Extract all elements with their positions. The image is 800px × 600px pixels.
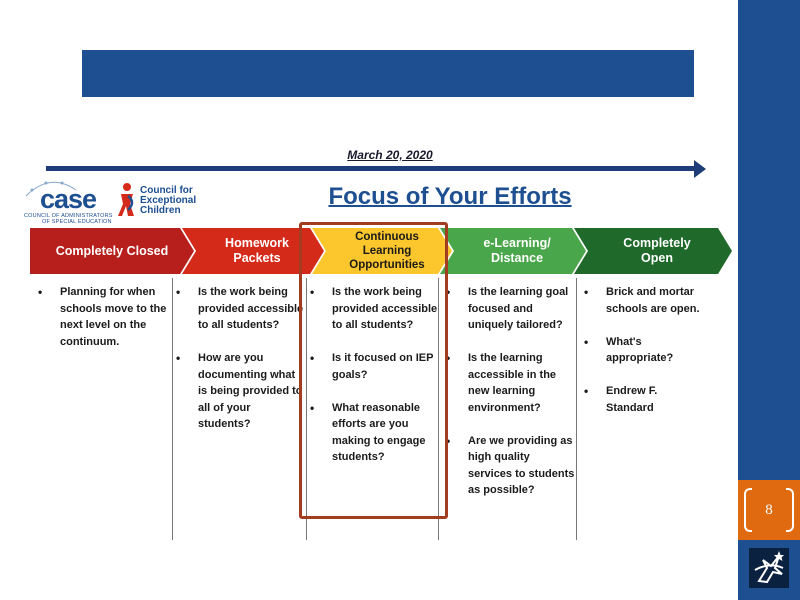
cec-figure-icon [116, 182, 138, 218]
list-item: • Planning for when schools move to the next level on the continuum. [34, 284, 174, 350]
list-item: • Brick and mortar schools are open. [580, 284, 700, 317]
timeline-arrow-head [694, 160, 706, 178]
list-item: • What's appropriate? [580, 334, 700, 367]
list-item: • Is the work being provided accessible to all students? [306, 284, 438, 334]
page-number-box [738, 480, 800, 540]
column-e-learning [442, 284, 576, 499]
cec-text: Council for Exceptional Children [140, 185, 197, 216]
list-item: • Is the learning goal focused and uniquely tailored? [442, 284, 576, 334]
page-number: 8 [765, 501, 773, 518]
list-item: • What reasonable efforts are you making to engage students? [306, 400, 438, 466]
stage-completely-open [584, 228, 730, 274]
stage-label: e-Learning/ Distance [483, 236, 551, 265]
list-item: • Is the learning accessible in the new learning environment? [442, 350, 576, 416]
school-logo [749, 548, 789, 588]
stage-label: Homework Packets [225, 236, 289, 265]
slide-sidebar [738, 0, 800, 600]
stage-continuous-learning [324, 228, 450, 274]
case-subtitle-line1: COUNCIL OF ADMINISTRATORS [24, 213, 113, 219]
case-wordmark: case [40, 184, 97, 214]
stage-label: Continuous Learning Opportunities [349, 231, 425, 271]
stage-completely-closed [30, 228, 194, 274]
stage-chevrons [30, 228, 732, 274]
star-figure-icon [749, 548, 789, 588]
focus-heading: Focus of Your Efforts [328, 183, 572, 210]
list-item: • How are you documenting what is being provided to all of your students? [172, 350, 306, 433]
stage-label: Completely Closed [55, 243, 169, 258]
stage-label: Completely Open [623, 236, 691, 265]
list-item: • Is the work being provided accessible to all students? [172, 284, 306, 334]
column-divider [576, 278, 577, 540]
timeline-arrow [46, 166, 696, 171]
right-bracket [786, 488, 794, 532]
case-cec-logo [22, 178, 202, 228]
column-completely-closed [34, 284, 174, 350]
column-completely-open [580, 284, 700, 416]
column-homework-packets [172, 284, 306, 433]
list-item: • Is it focused on IEP goals? [306, 350, 438, 383]
list-item: • Endrew F. Standard [580, 383, 700, 416]
title-bar [82, 50, 694, 97]
date-label: March 20, 2020 [347, 148, 433, 162]
list-item: • Are we providing as high quality services to students as possible? [442, 433, 576, 499]
stage-e-learning [450, 228, 584, 274]
case-subtitle-line2: OF SPECIAL EDUCATION [42, 219, 112, 225]
